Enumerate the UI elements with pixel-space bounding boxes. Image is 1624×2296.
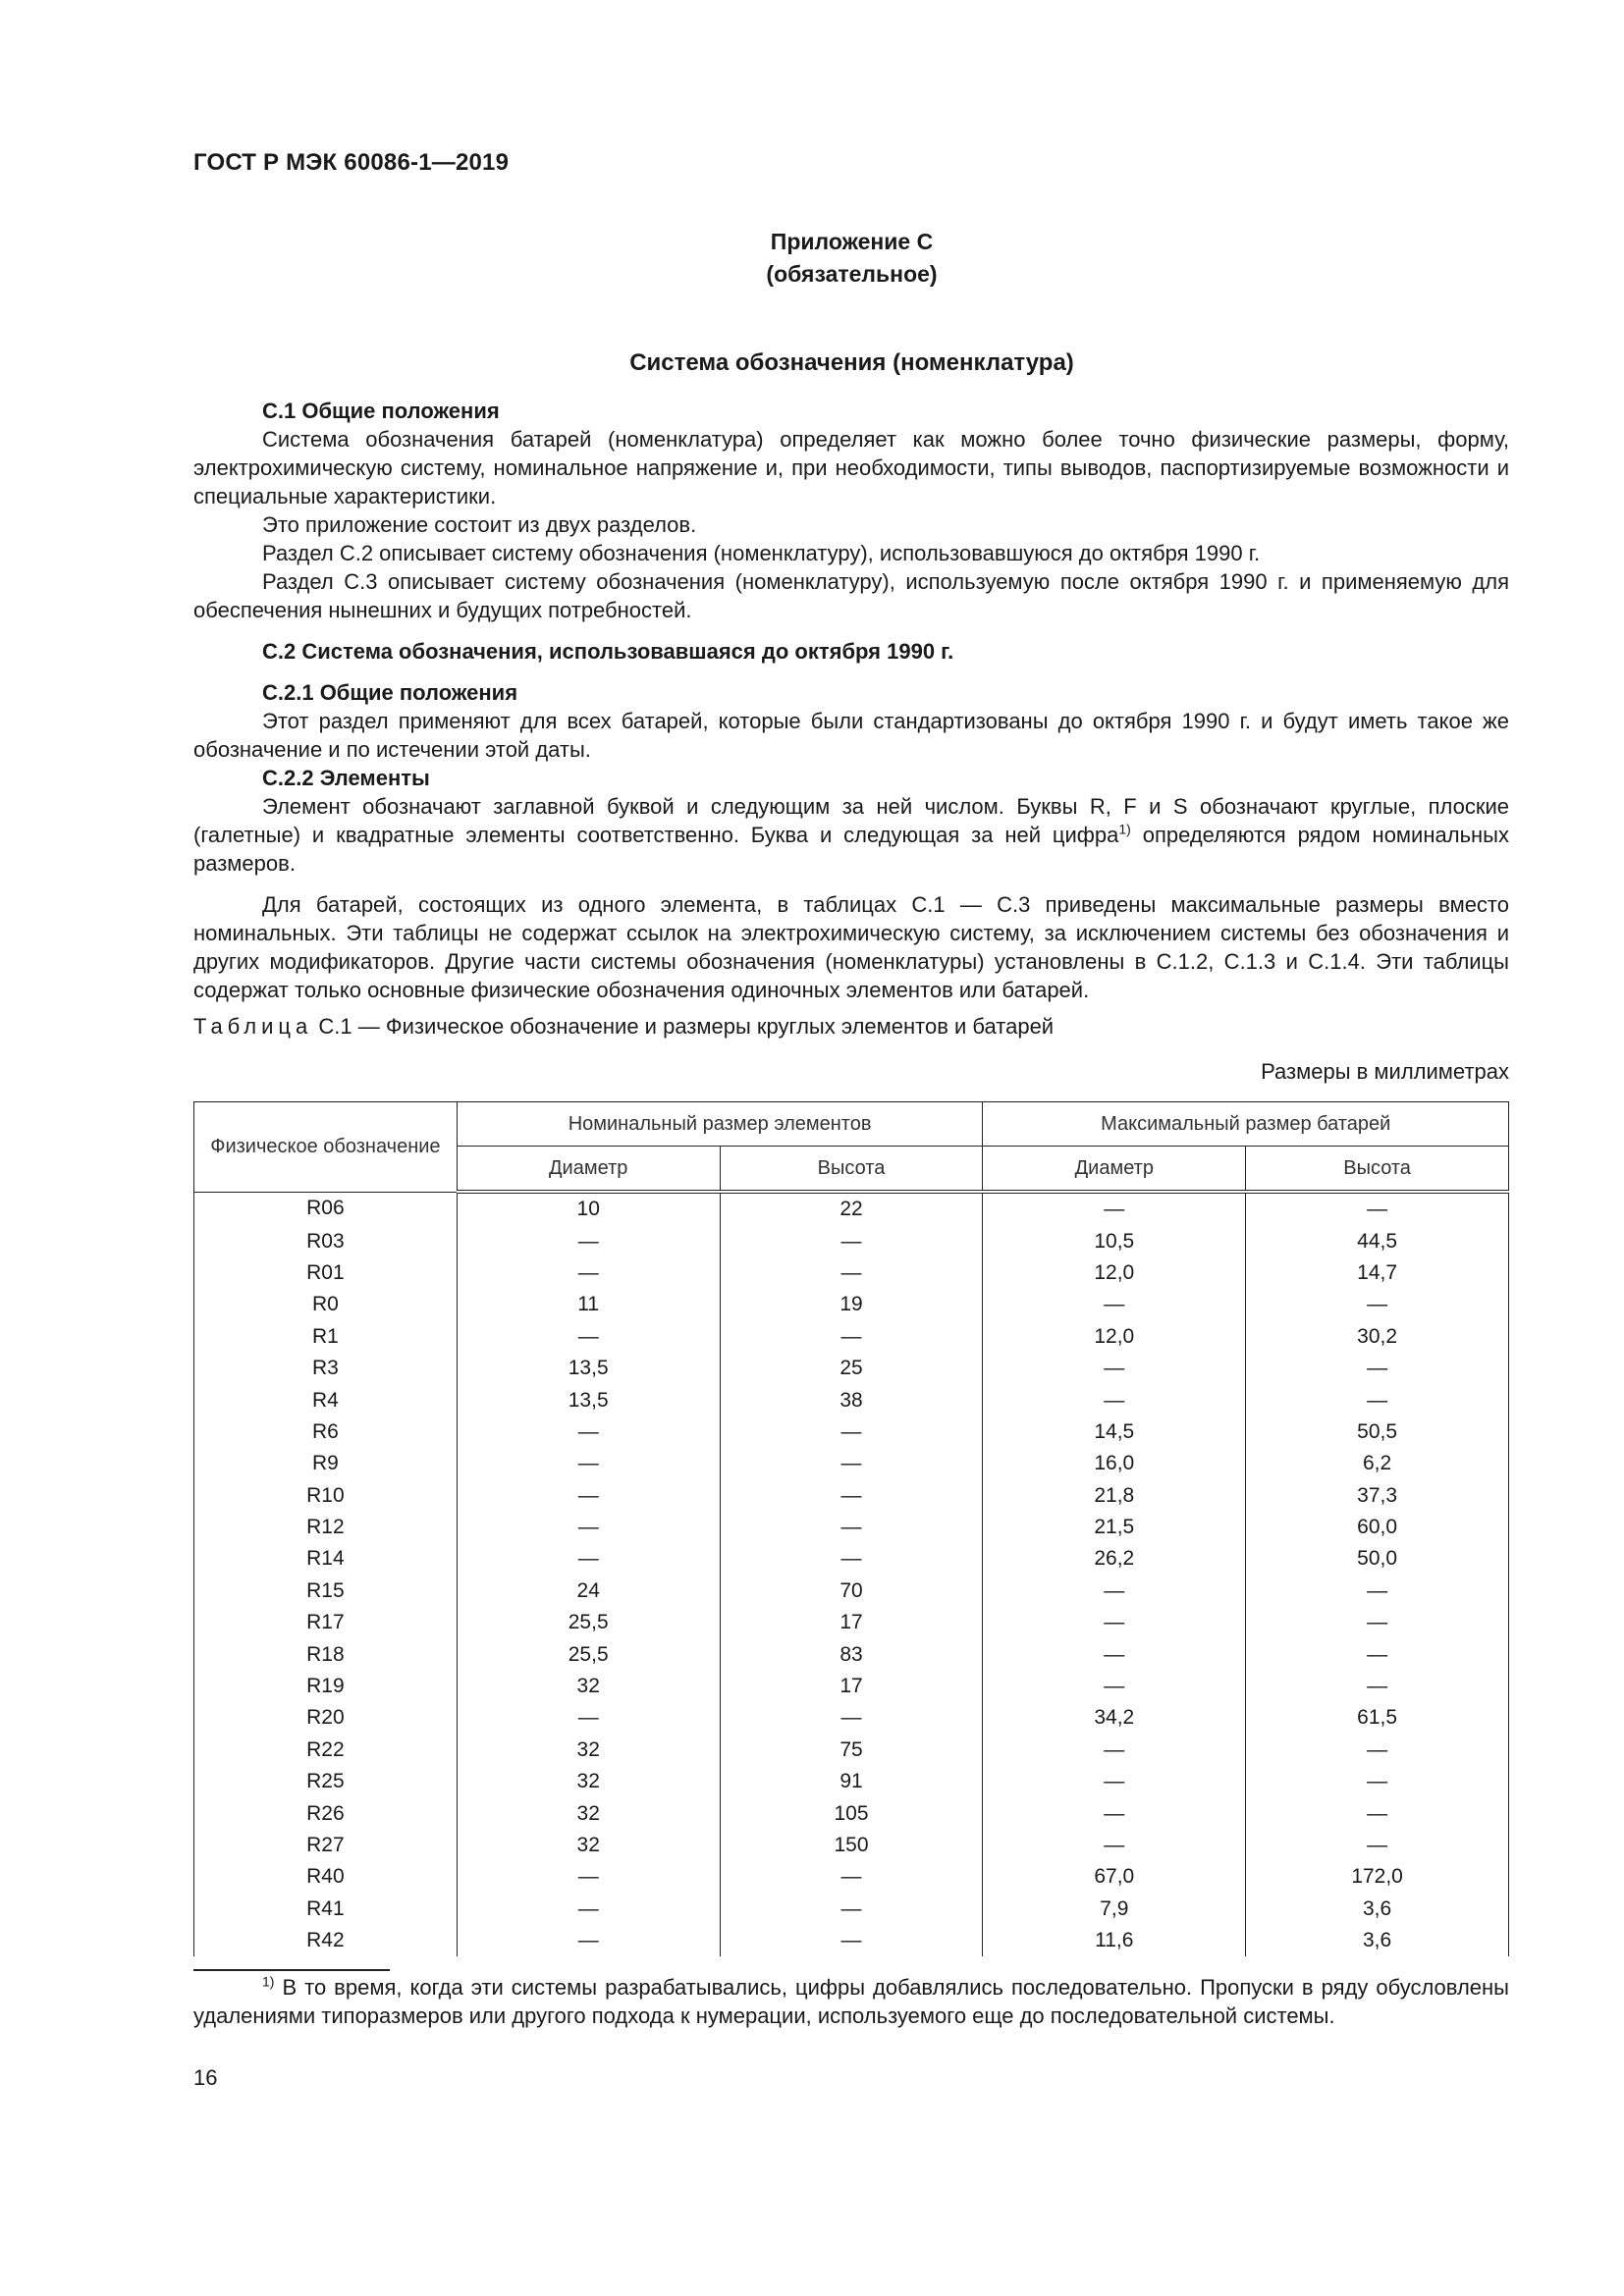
paragraph-text: определяются рядом номинальных размеров.: [193, 823, 1509, 876]
table-cell: 3,6: [1246, 1894, 1509, 1925]
table-row: [194, 1925, 1509, 1956]
table-cell: —: [983, 1384, 1246, 1415]
document-header: ГОСТ Р МЭК 60086-1—2019: [193, 149, 510, 176]
table-cell: —: [457, 1925, 720, 1956]
table-cell: —: [720, 1702, 983, 1734]
table-cell: R4: [194, 1384, 458, 1415]
table-cell: —: [1246, 1607, 1509, 1638]
paragraph: Система обозначения батарей (номенклатура) определяет как можно более точно физические размеры, форму, электрохимическую систему, номинальное напряжение и, при необходимости, типы выводов, паспортизируемые возможности и специальные характеристики.: [193, 427, 1509, 508]
table-row: [194, 1861, 1509, 1893]
table-cell: R15: [194, 1575, 458, 1607]
table-cell: —: [720, 1321, 983, 1353]
table-cell: R10: [194, 1480, 458, 1512]
table-row: [194, 1638, 1509, 1670]
table-cell: —: [720, 1480, 983, 1512]
table-cell: 67,0: [983, 1861, 1246, 1893]
table-row: [194, 1384, 1509, 1415]
table-cell: —: [983, 1766, 1246, 1797]
annex-heading: [0, 226, 1624, 291]
table-cell: 105: [720, 1797, 983, 1829]
table-cell: —: [1246, 1671, 1509, 1702]
table-cell: —: [983, 1638, 1246, 1670]
table-cell: —: [983, 1192, 1246, 1225]
table-cell: —: [720, 1257, 983, 1289]
table-cell: —: [1246, 1766, 1509, 1797]
footnote-ref: 1): [1118, 821, 1131, 837]
table-cell: R03: [194, 1225, 458, 1256]
table-cell: —: [457, 1480, 720, 1512]
footnote-text: В то время, когда эти системы разрабатывались, цифры добавлялись последовательно. Пропуски в ряду обусловлены удалениями типоразмеров или другого подхода к нумерации, используемого еще до последовательной системы.: [193, 1975, 1509, 2028]
table-row: [194, 1512, 1509, 1543]
table-cell: —: [457, 1225, 720, 1256]
annex-label: Приложение С: [770, 229, 934, 254]
table-cell: —: [457, 1702, 720, 1734]
table-cell: 83: [720, 1638, 983, 1670]
section-heading-c22: С.2.2 Элементы: [262, 766, 430, 790]
table-cell: —: [983, 1671, 1246, 1702]
table-cell: —: [1246, 1638, 1509, 1670]
paragraph: Раздел С.2 описывает систему обозначения (номенклатуру), использовавшуюся до октября 1990 г.: [262, 541, 1261, 565]
table-cell: 10: [457, 1192, 720, 1225]
table-row: [194, 1894, 1509, 1925]
table-cell: —: [983, 1289, 1246, 1320]
table-row: [194, 1735, 1509, 1766]
section-heading-c2: С.2 Система обозначения, использовавшаяся до октября 1990 г.: [262, 639, 954, 664]
table-cell: 60,0: [1246, 1512, 1509, 1543]
dimensions-table: [193, 1101, 1509, 1956]
table-cell: R3: [194, 1353, 458, 1384]
table-cell: R42: [194, 1925, 458, 1956]
table-row: [194, 1575, 1509, 1607]
table-cell: —: [1246, 1192, 1509, 1225]
table-cell: R0: [194, 1289, 458, 1320]
table-cell: 25: [720, 1353, 983, 1384]
table-cell: 7,9: [983, 1894, 1246, 1925]
table-cell: 37,3: [1246, 1480, 1509, 1512]
table-row: [194, 1257, 1509, 1289]
table-cell: R17: [194, 1607, 458, 1638]
paragraph-text: Элемент обозначают заглавной буквой и следующим за ней числом. Буквы R, F и S обозначают круглые, плоские (галетные) и квадратные элементы соответственно. Буква и следующая за ней цифра: [193, 794, 1509, 847]
table-cell: 21,8: [983, 1480, 1246, 1512]
table-cell: —: [720, 1861, 983, 1893]
table-cell: —: [720, 1543, 983, 1575]
table-units: Размеры в миллиметрах: [1261, 1059, 1509, 1084]
table-row: [194, 1353, 1509, 1384]
table-cell: —: [983, 1607, 1246, 1638]
table-cell: R9: [194, 1448, 458, 1479]
table-cell: 61,5: [1246, 1702, 1509, 1734]
table-row: [194, 1607, 1509, 1638]
table-row: [194, 1225, 1509, 1256]
table-cell: —: [1246, 1735, 1509, 1766]
table-cell: R41: [194, 1894, 458, 1925]
column-header-diameter: Диаметр: [983, 1147, 1246, 1193]
table-cell: 14,7: [1246, 1257, 1509, 1289]
table-cell: —: [457, 1861, 720, 1893]
table-cell: —: [720, 1416, 983, 1448]
table-row: [194, 1416, 1509, 1448]
table-cell: 44,5: [1246, 1225, 1509, 1256]
column-header-diameter: Диаметр: [457, 1147, 720, 1193]
table-cell: 38: [720, 1384, 983, 1415]
table-cell: —: [983, 1575, 1246, 1607]
table-cell: 150: [720, 1830, 983, 1861]
table-cell: —: [983, 1735, 1246, 1766]
table-row: [194, 1830, 1509, 1861]
table-cell: 50,0: [1246, 1543, 1509, 1575]
table-cell: R27: [194, 1830, 458, 1861]
footnote-divider: [193, 1969, 390, 1971]
table-cell: 22: [720, 1192, 983, 1225]
table-row: [194, 1671, 1509, 1702]
table-cell: 11,6: [983, 1925, 1246, 1956]
table-cell: R19: [194, 1671, 458, 1702]
footnote: [193, 1973, 1509, 2030]
table-cell: —: [457, 1448, 720, 1479]
table-cell: 30,2: [1246, 1321, 1509, 1353]
paragraph: [193, 792, 1509, 878]
table-cell: 172,0: [1246, 1861, 1509, 1893]
table-cell: 24: [457, 1575, 720, 1607]
table-cell: 6,2: [1246, 1448, 1509, 1479]
table-row: [194, 1702, 1509, 1734]
body-text: [193, 397, 1509, 1004]
table-cell: —: [1246, 1575, 1509, 1607]
table-cell: 70: [720, 1575, 983, 1607]
table-cell: 14,5: [983, 1416, 1246, 1448]
table-caption-word: Таблица: [193, 1014, 313, 1039]
table-cell: 19: [720, 1289, 983, 1320]
column-header-height: Высота: [720, 1147, 983, 1193]
table-cell: 21,5: [983, 1512, 1246, 1543]
column-group-nominal: Номинальный размер элементов: [457, 1102, 983, 1147]
table-cell: —: [1246, 1830, 1509, 1861]
paragraph: Раздел С.3 описывает систему обозначения (номенклатуру), используемую после октября 1990 г. и применяемую для обеспечения нынешних и будущих потребностей.: [193, 569, 1509, 622]
table-row: [194, 1448, 1509, 1479]
table-cell: —: [720, 1512, 983, 1543]
page-number: 16: [193, 2065, 218, 2090]
table-row: [194, 1480, 1509, 1512]
paragraph: Этот раздел применяют для всех батарей, которые были стандартизованы до октября 1990 г. и будут иметь такое же обозначение и по истечении этой даты.: [193, 709, 1509, 762]
table-body: [194, 1192, 1509, 1956]
table-cell: —: [720, 1894, 983, 1925]
table-cell: 12,0: [983, 1257, 1246, 1289]
table-row: [194, 1797, 1509, 1829]
table-cell: R1: [194, 1321, 458, 1353]
table-cell: 12,0: [983, 1321, 1246, 1353]
table-cell: —: [457, 1321, 720, 1353]
table-cell: —: [457, 1543, 720, 1575]
annex-status: (обязательное): [766, 261, 938, 287]
table-cell: R12: [194, 1512, 458, 1543]
table-cell: R26: [194, 1797, 458, 1829]
table-cell: 91: [720, 1766, 983, 1797]
table-row: [194, 1766, 1509, 1797]
column-header-height: Высота: [1246, 1147, 1509, 1193]
section-heading-c21: С.2.1 Общие положения: [262, 680, 518, 705]
table-cell: 32: [457, 1797, 720, 1829]
table-cell: R22: [194, 1735, 458, 1766]
table-cell: R6: [194, 1416, 458, 1448]
table-cell: R40: [194, 1861, 458, 1893]
table-cell: —: [1246, 1353, 1509, 1384]
table-row: [194, 1543, 1509, 1575]
table-cell: 3,6: [1246, 1925, 1509, 1956]
paragraph: Это приложение состоит из двух разделов.: [262, 512, 697, 537]
table-row: [194, 1321, 1509, 1353]
table-cell: —: [720, 1448, 983, 1479]
table-cell: —: [1246, 1384, 1509, 1415]
table-cell: 17: [720, 1607, 983, 1638]
table-cell: —: [457, 1512, 720, 1543]
table-cell: 32: [457, 1766, 720, 1797]
table-caption-text: С.1 — Физическое обозначение и размеры круглых элементов и батарей: [312, 1014, 1055, 1039]
annex-title: Система обозначения (номенклатура): [629, 349, 1074, 376]
table-cell: R25: [194, 1766, 458, 1797]
section-heading-c1: С.1 Общие положения: [262, 399, 500, 423]
table-cell: R20: [194, 1702, 458, 1734]
table-cell: 32: [457, 1735, 720, 1766]
table-row: [194, 1192, 1509, 1225]
table-cell: 10,5: [983, 1225, 1246, 1256]
table-cell: 17: [720, 1671, 983, 1702]
table-cell: 11: [457, 1289, 720, 1320]
table-cell: —: [1246, 1289, 1509, 1320]
table-cell: 13,5: [457, 1384, 720, 1415]
table-cell: R14: [194, 1543, 458, 1575]
table-cell: R01: [194, 1257, 458, 1289]
table-cell: 25,5: [457, 1607, 720, 1638]
table-cell: 32: [457, 1830, 720, 1861]
table-cell: 50,5: [1246, 1416, 1509, 1448]
table-cell: 13,5: [457, 1353, 720, 1384]
table-cell: 75: [720, 1735, 983, 1766]
table-cell: R06: [194, 1192, 458, 1225]
table-cell: R18: [194, 1638, 458, 1670]
table-cell: —: [720, 1225, 983, 1256]
table-cell: 16,0: [983, 1448, 1246, 1479]
footnote-marker: 1): [262, 1973, 275, 1990]
table-cell: —: [457, 1416, 720, 1448]
table-cell: 34,2: [983, 1702, 1246, 1734]
table-cell: —: [983, 1797, 1246, 1829]
table-caption: [193, 1014, 1054, 1040]
table-cell: —: [1246, 1797, 1509, 1829]
column-group-max: Максимальный размер батарей: [983, 1102, 1509, 1147]
paragraph: Для батарей, состоящих из одного элемента, в таблицах С.1 — С.3 приведены максимальные размеры вместо номинальных. Эти таблицы не содержат ссылок на электрохимическую систему, за исключением системы без обозначения и других модификаторов. Другие части системы обозначения (номенклатуры) установлены в С.1.2, С.1.3 и С.1.4. Эти таблицы содержат только основные физические обозначения одиночных элементов или батарей.: [193, 892, 1509, 1002]
column-header-designation: Физическое обозначение: [194, 1102, 458, 1193]
table-cell: —: [983, 1830, 1246, 1861]
table-cell: —: [457, 1894, 720, 1925]
table-cell: —: [720, 1925, 983, 1956]
table-cell: —: [983, 1353, 1246, 1384]
table-cell: —: [457, 1257, 720, 1289]
table-cell: 32: [457, 1671, 720, 1702]
table-cell: 25,5: [457, 1638, 720, 1670]
table-row: [194, 1289, 1509, 1320]
table-cell: 26,2: [983, 1543, 1246, 1575]
